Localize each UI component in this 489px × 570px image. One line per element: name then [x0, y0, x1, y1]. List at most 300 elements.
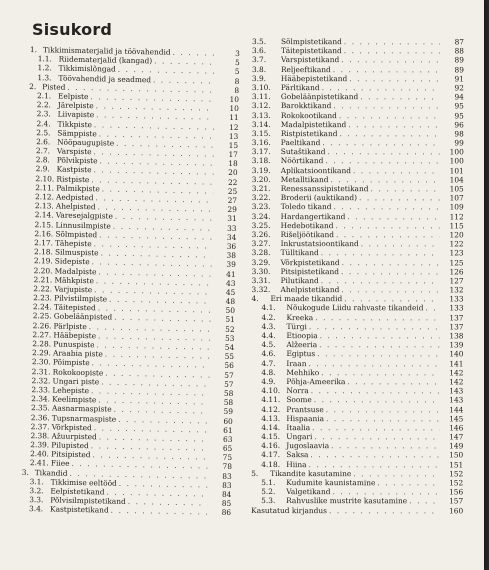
- toc-entry-number: 2.9.: [35, 164, 50, 174]
- toc-entry-page: 22: [227, 177, 238, 187]
- toc-entry-number: 4.14.: [261, 422, 281, 432]
- toc-entry-page: 51: [225, 315, 235, 325]
- toc-entry-title: Araabia piste: [53, 348, 103, 359]
- toc-entry-title: Varspiste: [56, 146, 92, 157]
- toc-entry-number: 4.5.: [261, 340, 276, 350]
- toc-entry-page: 8: [234, 76, 240, 86]
- toc-entry-number: 3.16.: [251, 138, 271, 148]
- toc-entry-number: 3.30.: [251, 266, 271, 276]
- toc-entry: [251, 506, 463, 516]
- toc-entry-number: 2.16.: [34, 228, 54, 239]
- toc-entry-number: 2.38.: [30, 430, 50, 441]
- toc-entry-number: 3.4.: [29, 504, 44, 514]
- toc-entry-number: 4.12.: [261, 404, 281, 414]
- toc-entry: [252, 55, 464, 65]
- toc-entry-title: Liivapiste: [57, 109, 95, 120]
- toc-entry: [251, 377, 463, 387]
- toc-entry-title: Egiptus: [286, 349, 316, 359]
- toc-entry-page: 27: [227, 195, 238, 206]
- toc-entry-number: 4.6.: [261, 349, 276, 359]
- toc-entry-title: Ungari: [286, 432, 313, 442]
- toc-entry-page: 53: [224, 333, 235, 343]
- toc-entry-number: 2.7.: [35, 146, 51, 156]
- toc-entry-number: 2.35.: [30, 403, 50, 413]
- dot-leader: [344, 46, 440, 55]
- dot-leader: [344, 37, 440, 46]
- toc-entry: [251, 432, 463, 442]
- toc-entry-title: Võrkpisted: [51, 422, 92, 432]
- toc-entry: [252, 83, 464, 93]
- dot-leader: [321, 248, 440, 257]
- toc-entry-number: 3.11.: [251, 92, 271, 102]
- toc-entry-page: 123: [449, 248, 464, 258]
- toc-entry-title: Sämppiste: [57, 128, 97, 138]
- toc-entry-title: Itaalia: [286, 422, 311, 432]
- toc-entry-number: 4.13.: [261, 413, 281, 423]
- toc-entry-title: Gobeläänpistetikand: [280, 92, 359, 102]
- dot-leader: [320, 331, 440, 340]
- toc-entry-title: Sutaštikand: [280, 147, 326, 157]
- toc-entry-title: Eri maade tikandid: [270, 294, 343, 304]
- toc-entry-number: 4.18.: [261, 459, 281, 469]
- toc-entry-page: 141: [449, 358, 464, 368]
- toc-entry-number: 2.4.: [36, 118, 51, 128]
- toc-entry-page: 52: [225, 324, 235, 334]
- toc-entry: [252, 138, 464, 148]
- toc-entry-page: 99: [454, 138, 464, 148]
- toc-entry-title: Renessanssipistetikand: [280, 184, 369, 194]
- toc-entry-page: 107: [449, 193, 464, 203]
- toc-entry-number: 5.3.: [261, 496, 276, 506]
- toc-entry-number: 1.2.: [37, 63, 52, 73]
- toc-entry-title: Pitsipisted: [51, 449, 91, 460]
- toc-entry-number: 4.15.: [261, 432, 281, 442]
- toc-entry-page: 15: [228, 140, 239, 150]
- toc-entry-title: Barokktikand: [280, 101, 332, 111]
- toc-entry-number: 2.33.: [31, 385, 51, 395]
- toc-entry-page: 138: [449, 331, 464, 341]
- toc-entry-title: Alžeeria: [286, 340, 318, 350]
- toc-entry-title: Põlvisilmpistetikand: [50, 495, 126, 507]
- toc-entry-number: 2.26.: [32, 320, 52, 331]
- toc-entry-number: 2.11.: [35, 182, 55, 193]
- toc-entry-page: 12: [228, 122, 239, 132]
- toc-entry-number: 3.7.: [251, 55, 267, 65]
- toc-entry-number: 2.30.: [31, 357, 51, 367]
- toc-entry-page: 146: [449, 423, 464, 433]
- toc-entry-number: 3.15.: [251, 128, 271, 138]
- toc-entry: [251, 441, 463, 451]
- toc-entry-number: 4.1.: [261, 303, 276, 313]
- toc-entry-page: 140: [449, 349, 464, 359]
- toc-entry-number: 3.26.: [251, 229, 271, 239]
- toc-entry: [252, 166, 464, 176]
- toc-entry-number: 1.: [29, 45, 38, 55]
- toc-entry-number: 2.3.: [36, 109, 51, 119]
- toc-entry-page: 143: [449, 386, 464, 396]
- toc-entry: [252, 120, 464, 130]
- toc-entry-title: Etioopia: [286, 331, 318, 341]
- toc-entry-title: Tikandite kasutamine: [270, 468, 352, 478]
- toc-entry-page: 58: [223, 388, 234, 398]
- toc-entry-page: 83: [222, 471, 232, 481]
- toc-entry-page: 48: [225, 296, 236, 307]
- toc-entry-title: Pilutikand: [280, 275, 319, 285]
- dot-leader: [309, 322, 440, 331]
- toc-entry-page: 60: [223, 416, 233, 426]
- toc-entry-number: 4.: [251, 294, 259, 304]
- toc-entry-number: 5.1.: [261, 478, 276, 488]
- toc-entry-number: 2.: [29, 81, 37, 91]
- toc-entry-page: 88: [454, 46, 464, 56]
- dot-leader: [321, 368, 439, 377]
- toc-entry-page: 126: [449, 267, 464, 277]
- toc-entry-page: 89: [454, 64, 464, 74]
- toc-entry-number: 2.6.: [36, 137, 51, 147]
- toc-entry: [252, 37, 464, 47]
- toc-entry: [252, 101, 464, 111]
- toc-entry: [251, 386, 463, 396]
- toc-entry-page: 104: [449, 175, 464, 185]
- toc-entry-page: 43: [225, 278, 236, 288]
- toc-entry-title: Fiiee: [50, 458, 70, 469]
- toc-entry-number: 2.40.: [30, 449, 50, 459]
- dot-leader: [361, 239, 440, 248]
- toc-entry-title: Kudumite kaunistamine: [286, 478, 376, 488]
- toc-entry: [252, 303, 464, 313]
- toc-entry-page: 149: [449, 441, 464, 451]
- toc-entry-number: 2.34.: [31, 394, 51, 404]
- toc-entry-title: Valgetikand: [286, 487, 331, 497]
- toc-entry: [252, 313, 464, 323]
- toc-entry-title: Täitepisted: [53, 302, 96, 313]
- toc-entry: [252, 267, 464, 277]
- toc-entry-title: Keelimpiste: [52, 394, 97, 405]
- toc-entry-number: 3.2.: [29, 486, 44, 496]
- toc-entry-title: Lehepiste: [52, 385, 90, 396]
- toc-entry-number: 3.28.: [251, 248, 271, 258]
- toc-entry-number: 3.8.: [251, 64, 267, 74]
- toc-entry-number: 3.25.: [251, 220, 271, 230]
- toc-entry-title: Sõlmpisted: [55, 229, 98, 240]
- toc-entry-title: Hiina: [286, 459, 307, 469]
- toc-left-column: [21, 45, 240, 518]
- toc-entry-page: 89: [454, 55, 464, 65]
- toc-entry-number: 3.10.: [251, 82, 271, 92]
- toc-entry-number: 1.3.: [37, 72, 52, 82]
- dot-leader: [339, 129, 439, 138]
- toc-entry-number: 3.31.: [251, 275, 271, 285]
- toc-entry-page: 122: [449, 239, 464, 249]
- toc-entry-number: 2.2.: [36, 100, 52, 110]
- toc-entry-title: Järelpiste: [57, 100, 94, 111]
- toc-entry-title: Türgi: [286, 321, 307, 331]
- toc-entry-number: 3.21.: [251, 183, 271, 194]
- toc-entry-page: 156: [449, 487, 464, 497]
- dot-leader: [332, 487, 439, 496]
- toc-entry-title: Kasutatud kirjandus: [251, 505, 327, 515]
- toc-entry-title: Tikkpiste: [57, 119, 93, 129]
- toc-entry: [252, 129, 464, 139]
- toc-entry-title: Palmikpiste: [56, 183, 100, 194]
- toc-entry-page: 65: [222, 443, 233, 454]
- toc-entry: [252, 276, 464, 286]
- toc-entry-title: Soome: [286, 395, 312, 405]
- toc-entry-title: Tikandid: [34, 467, 68, 478]
- toc-entry-number: 3.3.: [29, 495, 44, 505]
- toc-entry-number: 2.32.: [31, 375, 51, 386]
- toc-entry-title: Toledo tikand: [280, 202, 332, 212]
- toc-entry-title: Hedebotikand: [280, 220, 334, 230]
- toc-entry-number: 2.10.: [35, 173, 55, 184]
- toc-entry-title: Tikkimise eeltööd: [50, 477, 117, 488]
- dot-leader: [425, 304, 439, 313]
- toc-entry-title: Nöörtikand: [280, 156, 324, 166]
- dot-leader: [336, 230, 440, 239]
- toc-entry-page: 86: [221, 508, 232, 518]
- toc-entry-title: Ungari piste: [52, 376, 100, 387]
- dot-leader: [321, 276, 440, 285]
- toc-entry-page: 120: [449, 230, 464, 240]
- toc-entry-page: 95: [454, 110, 464, 120]
- toc-entry-title: Põimpiste: [52, 357, 90, 368]
- toc-entry: [252, 156, 464, 166]
- dot-leader: [347, 377, 439, 386]
- toc-entry-number: 2.5.: [36, 127, 51, 138]
- toc-entry-number: 3.5.: [251, 37, 267, 47]
- dot-leader: [308, 359, 439, 368]
- toc-entry-title: Saksa: [286, 450, 309, 460]
- toc-entry-title: Kreeka: [286, 312, 314, 322]
- toc-entry-title: Pisted: [42, 81, 66, 92]
- toc-entry-page: 160: [449, 505, 464, 515]
- toc-entry-title: Varspistetikand: [280, 55, 340, 65]
- dot-leader: [333, 65, 440, 74]
- toc-entry-page: 57: [224, 370, 234, 380]
- toc-entry-title: Tupsnarmaspiste: [51, 412, 117, 424]
- toc-entry-title: Põhja-Ameerika: [286, 376, 346, 387]
- toc-entry-page: 63: [222, 434, 233, 444]
- toc-entry-title: Reljeeftikand: [280, 64, 331, 74]
- toc-entry-number: 4.4.: [261, 331, 276, 341]
- toc-entry-page: 95: [454, 101, 464, 111]
- toc-entry: [251, 423, 463, 433]
- toc-entry-page: 3: [235, 48, 240, 59]
- toc-entry-title: Ristpiste: [56, 174, 90, 184]
- toc-entry-page: 31: [227, 214, 237, 224]
- toc-entry-title: Punuspiste: [53, 339, 95, 350]
- toc-entry-title: Norra: [286, 386, 309, 396]
- toc-entry-page: 115: [449, 221, 464, 231]
- toc-entry-number: 3.29.: [251, 257, 271, 267]
- toc-entry-number: 2.14.: [34, 210, 54, 220]
- toc-entry-number: 2.12.: [35, 192, 54, 202]
- toc-entry: [252, 175, 464, 185]
- toc-entry-page: 55: [224, 351, 235, 362]
- dot-leader: [325, 157, 439, 166]
- toc-entry: [251, 404, 463, 414]
- dot-leader: [359, 193, 440, 202]
- toc-entry-number: 4.3.: [261, 321, 276, 331]
- toc-entry-title: Ahelpisted: [55, 201, 96, 212]
- toc-entry-page: 100: [449, 156, 464, 166]
- toc-entry-number: 2.39.: [30, 440, 50, 450]
- toc-entry-title: Hardangertikand: [280, 211, 346, 221]
- toc-entry-page: 38: [226, 250, 237, 261]
- toc-entry-title: Aplikatsioontikand: [280, 165, 351, 175]
- toc-entry-number: 4.2.: [261, 312, 276, 322]
- toc-entry-number: 3.19.: [251, 165, 271, 175]
- toc-entry-page: 142: [449, 368, 464, 378]
- toc-entry-title: Rokokoopiste: [52, 367, 104, 378]
- dot-leader: [329, 506, 439, 515]
- toc-entry-number: 4.10.: [261, 386, 281, 396]
- toc-entry: [252, 147, 464, 157]
- toc-entry-title: Rokokootikand: [280, 110, 337, 120]
- toc-entry: [252, 92, 464, 102]
- toc-entry-number: 3.32.: [251, 285, 271, 295]
- page-title: Sisukord: [32, 20, 113, 39]
- dot-leader: [341, 267, 440, 276]
- toc-entry-number: 3.14.: [251, 119, 271, 129]
- toc-entry-title: Tikkimislõngad: [58, 63, 116, 75]
- toc-entry-page: 150: [449, 450, 464, 460]
- toc-entry-page: 144: [449, 404, 464, 414]
- toc-entry: [251, 349, 463, 359]
- dot-leader: [339, 111, 440, 120]
- toc-entry-page: 17: [228, 149, 239, 160]
- toc-entry-title: Inkrustatsioontikand: [280, 239, 359, 249]
- toc-entry-title: Silmuspiste: [54, 247, 99, 258]
- toc-entry-number: 2.29.: [32, 348, 51, 358]
- toc-entry: [252, 285, 464, 295]
- toc-entry-title: Põlvikpiste: [56, 155, 98, 166]
- toc-entry: [252, 221, 464, 231]
- toc-entry-page: 10: [229, 103, 239, 114]
- toc-entry-title: Sidepiste: [54, 256, 90, 267]
- dot-leader: [342, 258, 440, 267]
- toc-entry-number: 2.27.: [32, 329, 52, 340]
- toc-entry-number: 2.8.: [35, 155, 50, 165]
- toc-entry-number: 3.17.: [251, 147, 271, 157]
- toc-entry-page: 5: [234, 58, 240, 68]
- toc-entry-page: 157: [449, 496, 464, 506]
- dot-leader: [331, 441, 439, 450]
- toc-entry: [252, 257, 464, 267]
- toc-entry-title: Varjupiste: [54, 284, 93, 295]
- toc-entry-title: Nööpaugupiste: [57, 137, 115, 148]
- toc-entry-title: Broderii (auktikand): [280, 193, 357, 203]
- dot-leader: [333, 101, 440, 110]
- toc-entry-title: Iraan: [286, 358, 307, 368]
- toc-entry-page: 25: [227, 186, 238, 196]
- toc-entry-title: Riidematerjalid (kangad): [58, 54, 153, 66]
- dot-leader: [341, 285, 439, 294]
- toc-entry-page: 94: [454, 92, 464, 102]
- toc-entry: [251, 395, 463, 405]
- toc-entry-number: 2.28.: [32, 339, 52, 349]
- toc-entry-title: Jugoslaavia: [286, 441, 330, 451]
- toc-entry-title: Mähkpiste: [54, 275, 95, 285]
- toc-entry-number: 4.17.: [261, 450, 281, 460]
- toc-entry-number: 3.9.: [251, 73, 267, 83]
- dot-leader: [348, 120, 440, 129]
- toc-entry-page: 137: [449, 312, 464, 322]
- toc-entry-page: 11: [229, 113, 239, 123]
- toc-entry-page: 98: [454, 129, 464, 139]
- toc-entry-page: 139: [449, 340, 464, 350]
- dot-leader: [326, 405, 440, 414]
- toc-entry-title: Rišeljöötikand: [280, 229, 335, 240]
- dot-leader: [349, 74, 440, 83]
- dot-leader: [309, 460, 440, 469]
- toc-entry-page: 101: [449, 165, 464, 175]
- toc-entry-page: 137: [449, 322, 464, 332]
- toc-entry-page: 147: [449, 432, 464, 442]
- toc-entry-number: 2.1.: [36, 91, 52, 101]
- toc-entry-page: 84: [221, 489, 232, 499]
- toc-entry-page: 61: [223, 425, 233, 435]
- toc-entry-number: 2.19.: [33, 256, 53, 266]
- toc-entry-page: 125: [449, 257, 464, 267]
- toc-entry-page: 10: [229, 94, 240, 104]
- toc-entry-page: 41: [226, 269, 236, 279]
- toc-entry-number: 2.25.: [32, 311, 52, 321]
- toc-entry-title: Madalpiste: [54, 266, 97, 276]
- toc-entry-title: Tikkimismaterjalid ja töövahendid: [42, 45, 171, 57]
- toc-entry-page: 56: [224, 361, 234, 371]
- toc-entry-title: Hääbepistetikand: [280, 73, 348, 83]
- dot-leader: [322, 138, 440, 147]
- toc-entry-number: 5.2.: [261, 487, 276, 497]
- dot-leader: [327, 147, 439, 156]
- toc-entry-title: Pilupisted: [51, 440, 89, 451]
- dot-leader: [333, 203, 439, 212]
- toc-entry: [252, 202, 464, 212]
- toc-entry-title: Ažuurpisted: [51, 431, 97, 442]
- toc-entry: [252, 230, 464, 240]
- toc-entry-number: 4.16.: [261, 441, 281, 451]
- toc-right-column: [251, 37, 464, 515]
- toc-entry-number: 3.23.: [251, 202, 271, 212]
- toc-entry-number: 2.37.: [30, 421, 50, 432]
- toc-entry: [252, 74, 464, 84]
- toc-entry-title: Eelpiste: [57, 91, 89, 102]
- toc-entry-number: 2.41.: [29, 458, 49, 468]
- toc-entry-page: 20: [228, 168, 238, 178]
- toc-entry-page: 5: [234, 67, 240, 77]
- toc-entry: [251, 460, 463, 470]
- toc-entry-page: 34: [226, 232, 237, 242]
- toc-entry-page: 152: [449, 469, 464, 479]
- toc-entry-number: 3.13.: [251, 110, 271, 120]
- toc-entry-page: 57: [224, 379, 234, 389]
- toc-entry-number: 2.18.: [33, 247, 53, 257]
- toc-entry-number: 4.8.: [261, 367, 276, 377]
- toc-entry-page: 13: [228, 131, 239, 141]
- toc-entry-page: 75: [222, 453, 233, 463]
- toc-entry: [251, 414, 463, 424]
- toc-entry: [251, 368, 463, 378]
- dot-leader: [322, 83, 440, 92]
- toc-entry-page: 39: [226, 260, 236, 270]
- toc-entry-page: 8: [234, 85, 240, 95]
- dot-leader: [360, 92, 440, 101]
- toc-entry-title: Varesejalgpiste: [55, 210, 113, 221]
- dot-leader: [347, 212, 439, 221]
- toc-entry-number: 5.: [251, 468, 259, 478]
- toc-entry-page: 132: [449, 285, 464, 295]
